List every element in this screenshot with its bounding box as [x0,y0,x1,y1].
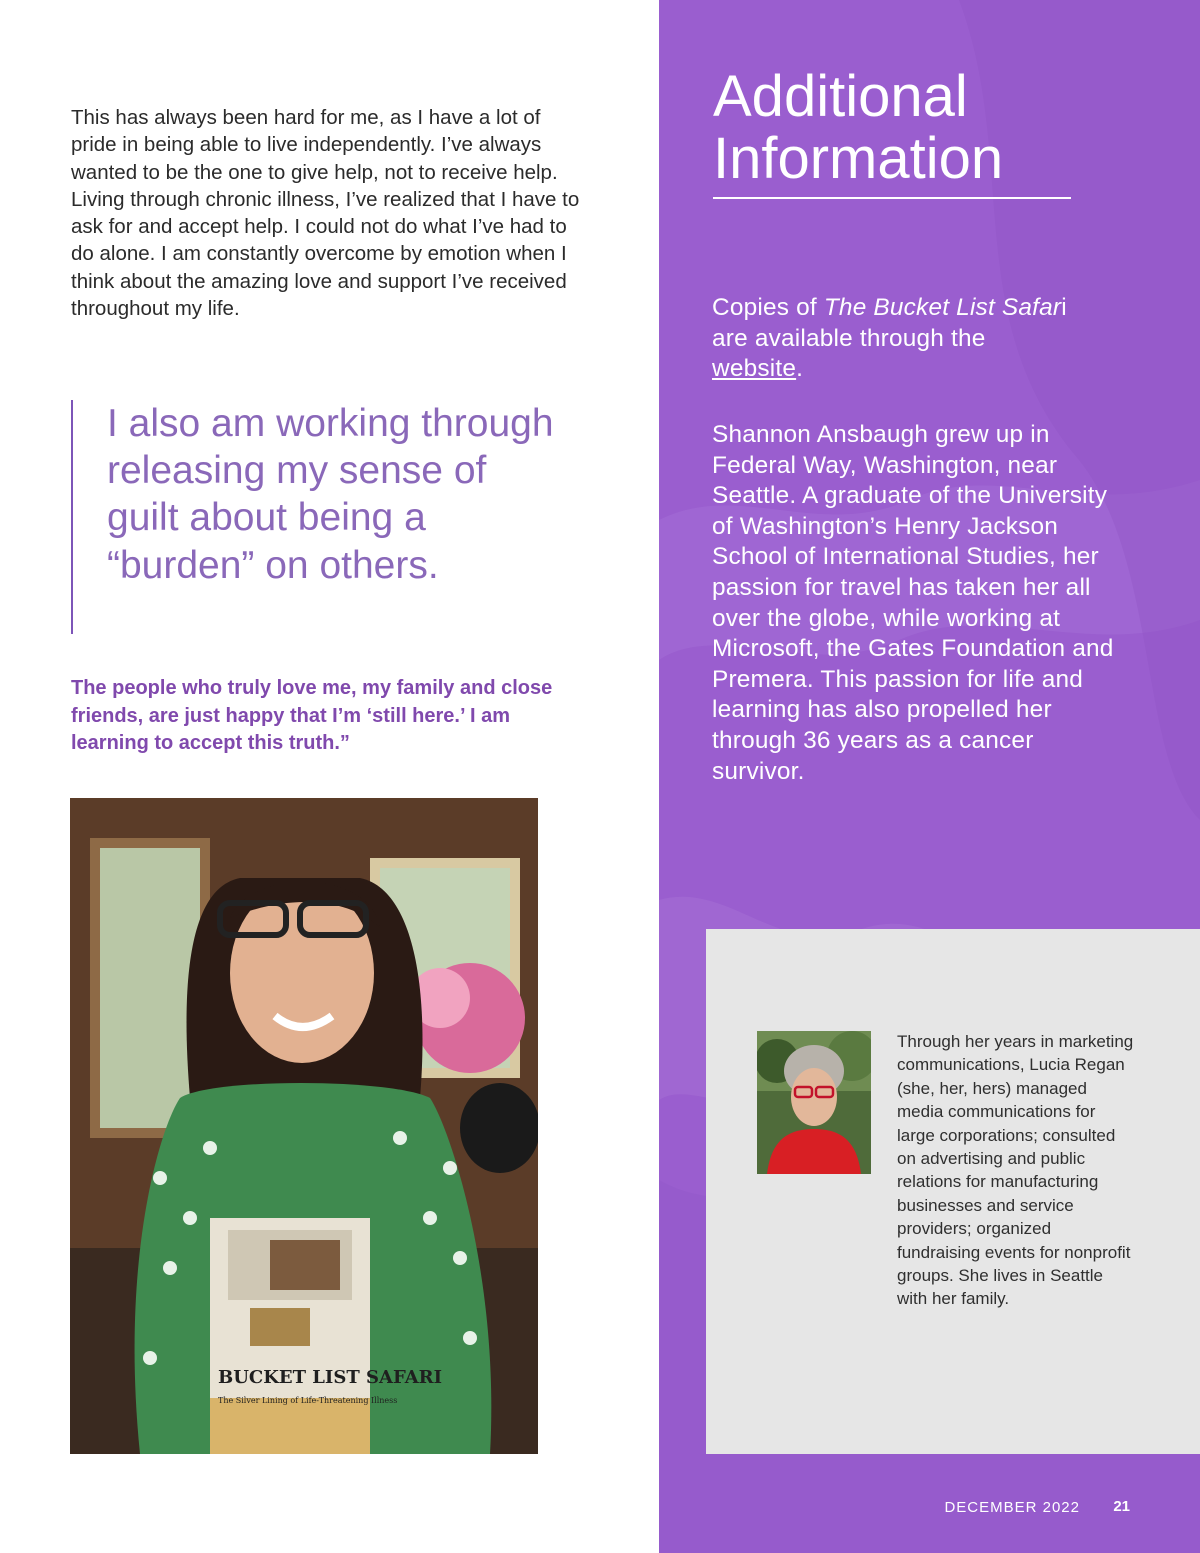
pull-quote-text: I also am working through releasing my sense of guilt about being a “burden” on others. [107,402,554,587]
author-photo-illustration [70,798,538,1454]
photo-book-title: BUCKET LIST SAFARI [218,1367,443,1388]
writer-bio-text: Through her years in marketing communications, Lucia Regan (she, her, hers) managed media communications for large corporations; consulted on advertising and public relations for manufacturing businesses and service providers; organized fundraising events for nonprofit groups. She lives in Seattle with her family. [897,1032,1134,1309]
copies-paragraph [712,293,1072,385]
photo-book-subtitle: The Silver Lining of Life-Threatening Illness [218,1396,398,1405]
title-underline [713,197,1071,199]
body-paragraph: This has always been hard for me, as I have a lot of pride in being able to live independently. I’ve always wanted to be the one to give help, not to receive help. Living through chronic illness, I’ve realized that I have to ask for and accept help. I could not do what I’ve had to do alone. I am constantly overcome by emotion when I think about the amazing love and support I’ve received throughout my life. [71,106,580,321]
copies-middle: are available through the [712,324,986,352]
writer-photo [757,1031,871,1174]
author-photo [70,798,538,1454]
writer-bio-box [706,929,1200,1454]
book-title: The Bucket List Safar [823,294,1062,321]
panel-title: Additional Information [713,64,1004,191]
book-title-tail: i [1061,294,1067,321]
page-number: 21 [1113,1498,1130,1515]
pull-quote [71,400,571,634]
copies-prefix: Copies of [712,294,824,321]
copies-suffix: . [796,355,804,383]
quote-conclusion: The people who truly love me, my family and close friends, are just happy that I’m ‘still here.’ I am learning to accept this truth.” [71,677,553,754]
issue-date: DECEMBER 2022 [944,1499,1080,1516]
writer-photo-illustration [757,1031,871,1174]
website-link[interactable]: website [712,355,797,383]
author-bio: Shannon Ansbaugh grew up in Federal Way, Washington, near Seattle. A graduate of the University of Washington’s Henry Jackson School of International Studies, her passion for travel has taken her all over the globe, while working at Microsoft, the Gates Foundation and Premera. This passion for life and learning has also propelled her through 36 years as a cancer survivor. [712,421,1114,785]
